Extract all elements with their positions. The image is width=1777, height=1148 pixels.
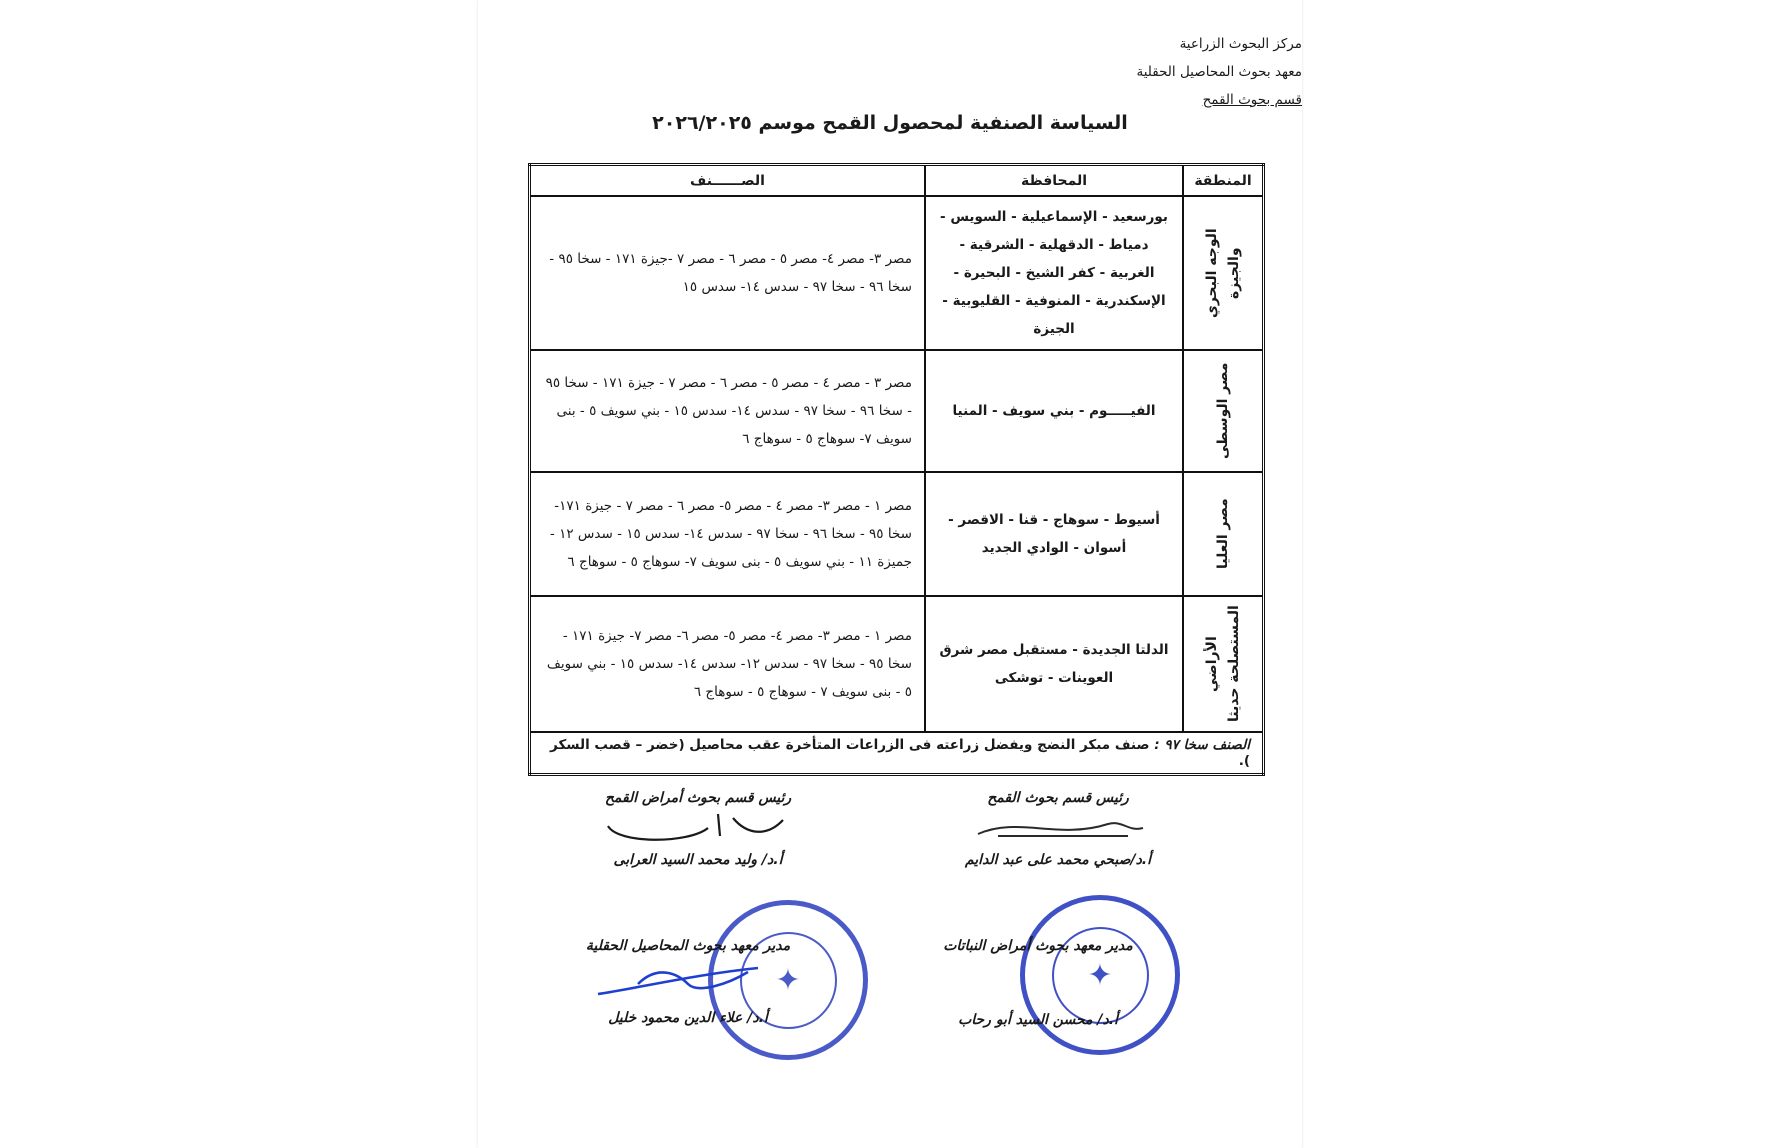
region-label: مصر الوسطى <box>1215 362 1231 460</box>
varieties-table <box>528 163 1265 776</box>
signature-name: أ.د/ وليد محمد السيد العرابى <box>613 852 783 868</box>
table-row <box>530 472 1264 596</box>
signature-name: أ.د/ محسن السيد أبو رحاب <box>958 1012 1118 1028</box>
header-institute: معهد بحوث المحاصيل الحقلية <box>1136 64 1302 80</box>
signature-block-wheat-research <box>938 790 1178 868</box>
document-page <box>478 0 1302 1148</box>
governorate-cell: بورسعيد - الإسماعيلية - السويس - دمياط - الدقهلية - الشرقية - الغربية - كفر الشيخ - البحيرة - الإسكندرية - المنوفية - القليوبية - الجيزة <box>925 196 1183 350</box>
variety-cell: مصر ٣- مصر ٤- مصر ٥ - مصر ٦ - مصر ٧ -جيزة ١٧١ - سخا ٩٥ - سخا ٩٦ - سخا ٩٧ - سدس ١٤- سدس ١٥ <box>530 196 926 350</box>
handwritten-signature <box>578 954 798 1006</box>
region-label: الوجه البحري والجيزة <box>1204 228 1242 318</box>
signature-title: مدير معهد بحوث أمراض النباتات <box>943 938 1133 954</box>
signature-block-wheat-diseases <box>573 790 823 868</box>
governorate-cell: أسيوط - سوهاج - قنا - الاقصر - أسوان - الوادي الجديد <box>925 472 1183 596</box>
variety-cell: مصر ٣ - مصر ٤ - مصر ٥ - مصر ٦ - مصر ٧ - جيزة ١٧١ - سخا ٩٥ - سخا ٩٦ - سخا ٩٧ - سدس ١٤- سدس ١٥ - بني سويف ٥ - بنى سويف ٧- سوهاج ٥ - سوهاج ٦ <box>530 350 926 472</box>
table-row <box>530 596 1264 732</box>
region-label: مصر العليا <box>1215 498 1231 570</box>
signature-title: رئيس قسم بحوث القمح <box>987 790 1129 806</box>
region-cell <box>1183 196 1264 350</box>
letterhead <box>1062 30 1302 114</box>
table-header-row <box>530 165 1264 197</box>
note-label: الصنف سخا ٩٧ : <box>1154 737 1250 753</box>
table-row <box>530 350 1264 472</box>
header-governorate: المحافظة <box>925 165 1183 197</box>
signature-block-field-crops-director <box>538 938 838 1026</box>
signature-name: أ.د/صبحي محمد على عبد الدايم <box>964 852 1152 868</box>
signature-name: أ.د/ علاء الدين محمود خليل <box>608 1010 768 1026</box>
region-cell <box>1183 350 1264 472</box>
variety-cell: مصر ١ - مصر ٣- مصر ٤ - مصر ٥- مصر ٦ - مصر ٧ - جيزة ١٧١- سخا ٩٥ - سخا ٩٦ - سخا ٩٧ - سدس ١٤- سدس ١٥ - سدس ١٢ - جميزة ١١ - بني سويف ٥ - بنى سويف ٧- سوهاج ٥ - سوهاج ٦ <box>530 472 926 596</box>
variety-cell: مصر ١ - مصر ٣- مصر ٤- مصر ٥- مصر ٦- مصر ٧- جيزة ١٧١ - سخا ٩٥ - سخا ٩٧ - سدس ١٢- سدس ١٤- سدس ١٥ - بني سويف ٥ - بنى سويف ٧ - سوهاج ٥ - سوهاج ٦ <box>530 596 926 732</box>
document-title: السياسة الصنفية لمحصول القمح موسم ٢٠٢٦/٢٠٢٥ <box>652 112 1128 134</box>
note-text: صنف مبكر النضج ويفضل زراعته فى الزراعات المتأخرة عقب محاصيل (خضر – قصب السكر ). <box>550 737 1250 769</box>
region-label: الأراضي المستصلحة حديثا <box>1204 605 1242 723</box>
region-cell <box>1183 472 1264 596</box>
handwritten-signature <box>958 806 1158 846</box>
eagle-emblem-icon: ✦ <box>1052 927 1149 1024</box>
eagle-emblem-icon: ✦ <box>740 932 837 1029</box>
header-department: قسم بحوث القمح <box>1202 92 1302 108</box>
note-cell <box>530 732 1264 775</box>
handwritten-signature <box>598 806 798 846</box>
signature-title: مدير معهد بحوث المحاصيل الحقلية <box>585 938 791 954</box>
header-organization: مركز البحوث الزراعية <box>1179 36 1302 52</box>
governorate-cell: الدلتا الجديدة - مستقبل مصر شرق العوينات - توشكى <box>925 596 1183 732</box>
governorate-cell: الفيـــــوم - بني سويف - المنيا <box>925 350 1183 472</box>
header-region: المنطقة <box>1183 165 1264 197</box>
header-variety: الصــــــنف <box>530 165 926 197</box>
table-note-row <box>530 732 1264 775</box>
region-cell <box>1183 596 1264 732</box>
signature-title: رئيس قسم بحوث أمراض القمح <box>604 790 792 806</box>
table-row <box>530 196 1264 350</box>
signature-block-plant-pathology-director <box>898 938 1178 1028</box>
